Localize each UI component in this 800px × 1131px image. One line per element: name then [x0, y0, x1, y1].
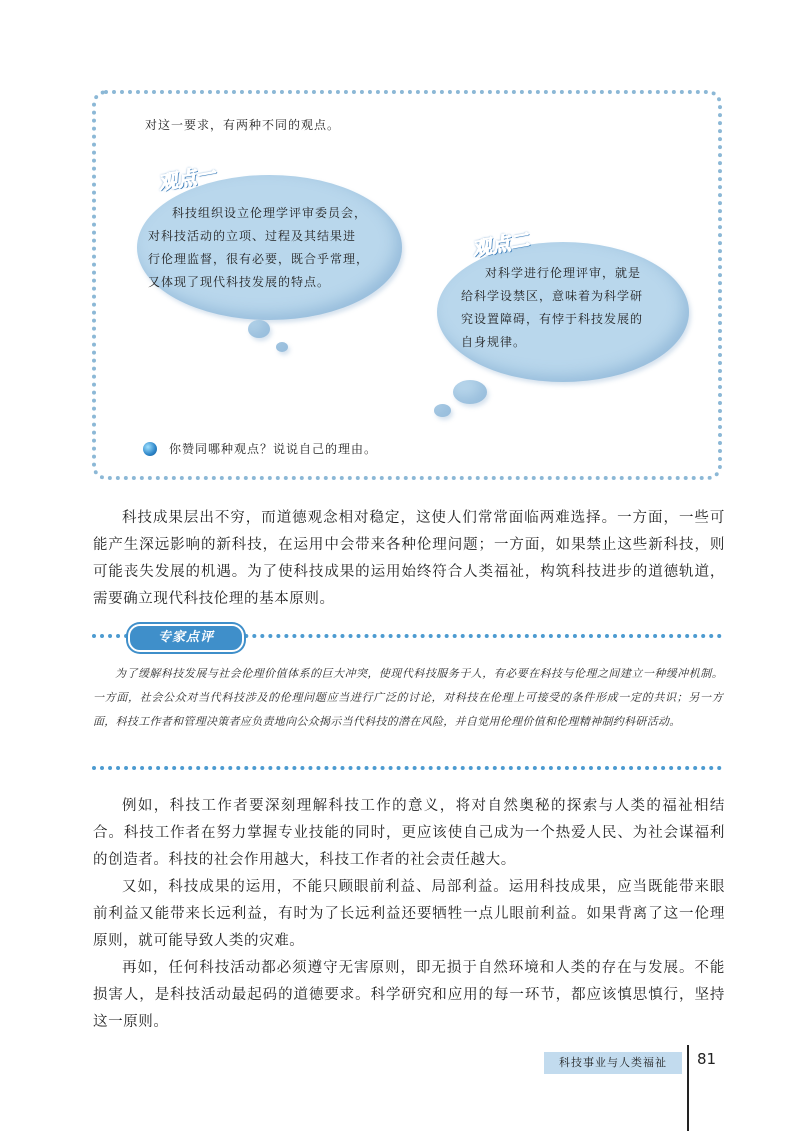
view1-title: 观点一: [156, 163, 217, 195]
view1-line: 又体现了现代科技发展的特点。: [148, 275, 331, 289]
view1-line: 对科技活动的立项、过程及其结果进: [148, 229, 357, 243]
view1-tail-large: [248, 320, 270, 338]
body-paragraph-1: 科技成果层出不穷，而道德观念相对稳定，这使人们常常面临两难选择。一方面，一些可能产生深远影响的新科技，在运用中会带来各种伦理问题；一方面，如果禁止这些新科技，则可能丧失发展的机遇。为了使科技成果的运用始终符合人类福祉，构筑科技进步的道德轨道，需要确立现代科技伦理的基本原则。: [93, 510, 725, 607]
body-paragraph-2: 例如，科技工作者要深刻理解科技工作的意义，将对自然奥秘的探索与人类的福祉相结合。科技工作者在努力掌握专业技能的同时，更应该使自己成为一个热爱人民、为社会谋福利的创造者。科技的社会作用越大，科技工作者的社会责任越大。: [93, 798, 725, 868]
view2-line: 究设置障碍，有悖于科技发展的: [461, 312, 644, 326]
box-intro: 对这一要求，有两种不同的观点。: [145, 118, 341, 132]
footer-divider: [687, 1045, 689, 1131]
view1-tail-small: [276, 342, 288, 352]
view1-text: [148, 202, 369, 294]
view1-line: 行伦理监督，很有必要，既合乎常理，: [148, 252, 370, 266]
body-paragraph-3: 又如，科技成果的运用，不能只顾眼前利益、局部利益。运用科技成果，应当既能带来眼前利益又能带来长远利益，有时为了长远利益还要牺牲一点儿眼前利益。如果背离了这一伦理原则，就可能导致人类的灾难。: [93, 879, 725, 949]
expert-comment: 为了缓解科技发展与社会伦理价值体系的巨大冲突，使现代科技服务于人，有必要在科技与伦理之间建立一种缓冲机制。一方面，社会公众对当代科技涉及的伦理问题应当进行广泛的讨论，对科技在伦理上可接受的条件形成一定的共识；另一方面，科技工作者和管理决策者应负责地向公众揭示当代科技的潜在风险，并自觉用伦理价值和伦理精神制约科研活动。: [93, 667, 723, 728]
discussion-question: [143, 440, 377, 457]
footer-section-title: 科技事业与人类福祉: [544, 1052, 682, 1074]
view2-line: 给科学设禁区，意味着为科学研: [461, 289, 644, 303]
view2-text: [461, 262, 643, 354]
view2-line: 自身规律。: [461, 335, 527, 349]
page-number: 81: [697, 1050, 717, 1068]
expert-divider-bottom: [92, 766, 722, 770]
globe-icon: [143, 442, 157, 456]
view1-line: 科技组织设立伦理学评审委员会，: [172, 206, 368, 220]
body-paragraph-4: 再如，任何科技活动都必须遵守无害原则，即无损于自然环境和人类的存在与发展。不能损害人，是科技活动最起码的道德要求。科学研究和应用的每一环节，都应该慎思慎行，坚持这一原则。: [93, 960, 725, 1030]
view2-tail-large: [453, 380, 487, 404]
view2-line: 对科学进行伦理评审，就是: [485, 266, 642, 280]
expert-label: 专家点评: [128, 624, 244, 652]
view2-tail-small: [434, 404, 451, 417]
view2-title: 观点二: [470, 229, 531, 261]
question-text: 你赞同哪种观点？说说自己的理由。: [169, 442, 378, 456]
